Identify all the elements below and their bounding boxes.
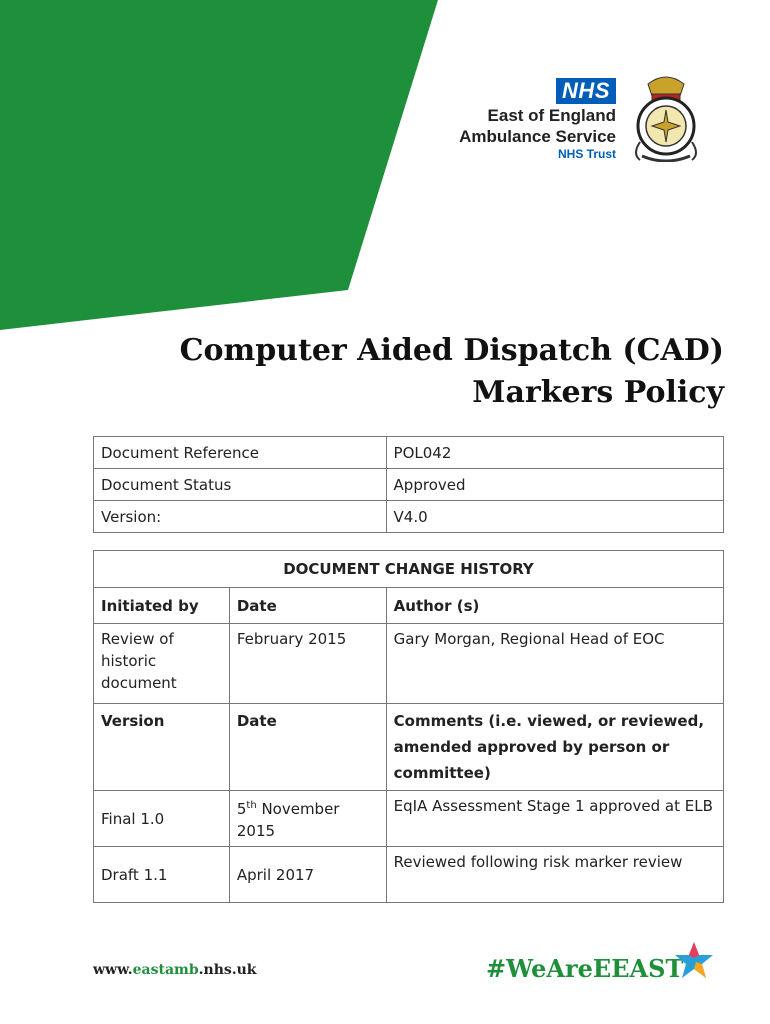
column-header: Comments (i.e. viewed, or reviewed, amended approved by person or committee) <box>386 704 723 791</box>
table-cell: Draft 1.1 <box>94 847 230 903</box>
url-highlight: eastamb <box>132 962 199 978</box>
table-cell: April 2017 <box>229 847 386 903</box>
url-prefix: www. <box>93 962 133 978</box>
title-line2: Markers Policy <box>472 375 724 410</box>
column-header: Date <box>229 704 386 791</box>
table-row <box>94 624 724 704</box>
table-row <box>94 501 724 533</box>
page-title <box>40 330 724 414</box>
column-header: Version <box>94 704 230 791</box>
table-row <box>94 551 724 588</box>
org-sub: NHS Trust <box>557 147 616 161</box>
hashtag: #WeAreEEAST <box>486 954 684 983</box>
meta-label: Document Status <box>94 469 387 501</box>
title-line1: Computer Aided Dispatch (CAD) <box>179 333 724 368</box>
table-row <box>94 437 724 469</box>
table-row <box>94 791 724 847</box>
org-name-line2: Ambulance Service <box>459 127 616 146</box>
table-cell: EqIA Assessment Stage 1 approved at ELB <box>386 791 723 847</box>
date-rest: November 2015 <box>236 800 340 840</box>
meta-value: V4.0 <box>386 501 723 533</box>
table-cell <box>229 791 386 847</box>
table-cell: Review of historic document <box>94 624 230 704</box>
organisation-logo <box>436 78 616 161</box>
history-heading: DOCUMENT CHANGE HISTORY <box>94 551 724 588</box>
ambulance-crest-icon <box>626 70 706 162</box>
footer-url[interactable] <box>93 962 257 978</box>
nhs-logo: NHS <box>556 78 616 104</box>
url-suffix: .nhs.uk <box>198 962 257 978</box>
meta-label: Document Reference <box>94 437 387 469</box>
table-row <box>94 469 724 501</box>
date-suffix: th <box>246 800 257 811</box>
org-name-line1: East of England <box>487 106 616 125</box>
column-header: Author (s) <box>386 588 723 624</box>
table-row <box>94 588 724 624</box>
column-header: Initiated by <box>94 588 230 624</box>
document-meta-table <box>93 436 724 533</box>
date-day: 5 <box>236 800 247 818</box>
meta-value: Approved <box>386 469 723 501</box>
table-cell: Gary Morgan, Regional Head of EOC <box>386 624 723 704</box>
column-header: Date <box>229 588 386 624</box>
table-row <box>94 847 724 903</box>
table-cell: Reviewed following risk marker review <box>386 847 723 903</box>
green-header-shape <box>0 0 440 330</box>
change-history-table <box>93 550 724 903</box>
meta-value: POL042 <box>386 437 723 469</box>
meta-label: Version: <box>94 501 387 533</box>
star-icon <box>674 940 714 980</box>
table-row <box>94 704 724 791</box>
table-cell: February 2015 <box>229 624 386 704</box>
table-cell: Final 1.0 <box>94 791 230 847</box>
